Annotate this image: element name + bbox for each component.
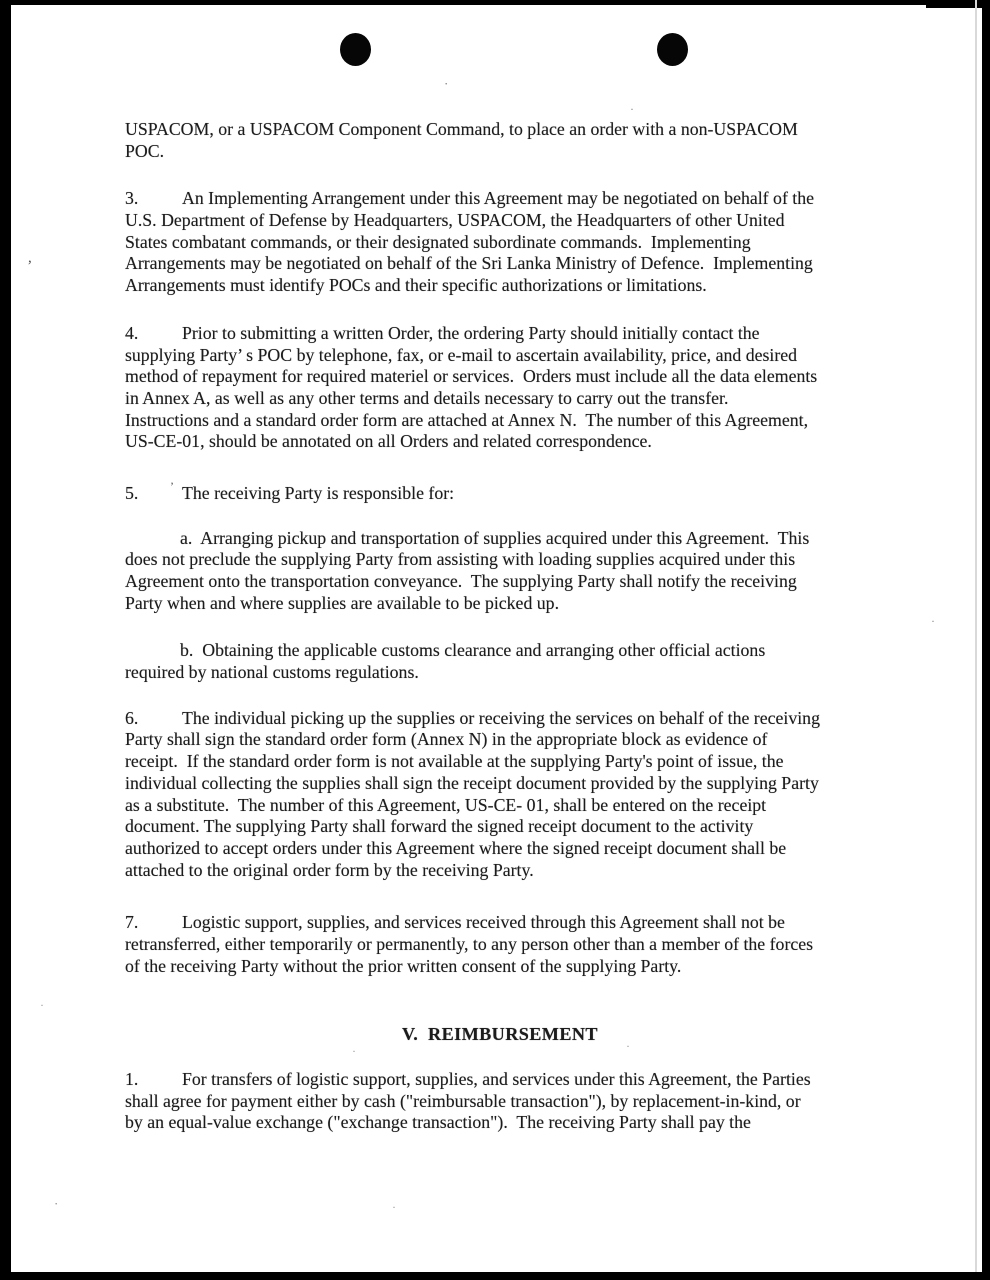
paragraph-4 xyxy=(125,323,875,453)
text-line: Arrangements must identify POCs and their specific authorizations or limitations. xyxy=(125,275,707,296)
paragraph-3 xyxy=(125,188,875,296)
document-content xyxy=(125,0,875,1134)
text-line: Agreement onto the transportation conveyance. The supplying Party shall notify the receiving xyxy=(125,571,797,591)
text-line: method of repayment for required materiel or services. Orders must include all the data elements xyxy=(125,366,818,387)
scan-speck: · xyxy=(40,998,44,1012)
text-line: USPACOM, or a USPACOM Component Command, to place an order with a non-USPACOM xyxy=(125,119,798,139)
paragraph-number: 3. xyxy=(125,188,139,209)
scan-edge-bottom xyxy=(0,1272,990,1280)
scan-speck: · xyxy=(630,102,634,116)
scan-edge-top-right-corner xyxy=(926,0,990,8)
text-line: does not preclude the supplying Party from assisting with loading supplies acquired under this xyxy=(125,549,796,570)
text-line: Prior to submitting a written Order, the ordering Party should initially contact the xyxy=(182,322,760,343)
text-line: in Annex A, as well as any other terms and details necessary to carry out the transfer. xyxy=(125,387,729,408)
text-line: receipt. If the standard order form is not available at the supplying Party's point of issue, the xyxy=(125,751,784,772)
paragraph-reimbursement-1 xyxy=(125,1069,875,1134)
text-line: individual collecting the supplies shall sign the receipt document provided by the supplying Party xyxy=(125,772,819,793)
text-line: shall agree for payment either by cash ("reimbursable transaction"), by replacement-in-kind, or xyxy=(125,1090,801,1111)
text-line: by an equal-value exchange ("exchange transaction"). The receiving Party shall pay the xyxy=(125,1112,751,1133)
text-line: of the receiving Party without the prior written consent of the supplying Party. xyxy=(125,955,682,976)
text-line: as a substitute. The number of this Agreement, US-CE- 01, shall be entered on the receipt xyxy=(125,794,767,815)
scan-speck: · xyxy=(626,1039,630,1053)
text-line: The individual picking up the supplies or receiving the services on behalf of the receiving xyxy=(182,707,820,728)
scan-speck: · xyxy=(392,1200,396,1214)
text-line: attached to the original order form by the receiving Party. xyxy=(125,859,534,880)
paragraph-5b xyxy=(125,640,875,683)
paragraph-7 xyxy=(125,912,875,977)
scan-speck: · xyxy=(54,1196,59,1211)
text-line: Party when and where supplies are available to be picked up. xyxy=(125,592,560,613)
scan-speck: , xyxy=(28,250,32,266)
paragraph-5a xyxy=(125,528,875,615)
text-line: Logistic support, supplies, and services received through this Agreement shall not be xyxy=(182,912,785,933)
scan-speck: · xyxy=(352,1044,356,1058)
text-line: supplying Party’ s POC by telephone, fax, or e-mail to ascertain availability, price, and desired xyxy=(125,344,798,365)
paragraph-number: 7. xyxy=(125,912,139,933)
text-line: Arrangements may be negotiated on behalf of the Sri Lanka Ministry of Defence. Implementing xyxy=(125,253,813,274)
scan-edge-left xyxy=(0,0,11,1280)
text-line: The receiving Party is responsible for: xyxy=(182,482,455,503)
paragraph-number: 1. xyxy=(125,1069,139,1090)
scan-edge-right xyxy=(982,0,990,1280)
text-line: States combatant commands, or their designated subordinate commands. Implementing xyxy=(125,231,751,252)
paragraph-number: 4. xyxy=(125,322,139,343)
text-line: document. The supplying Party shall forward the signed receipt document to the activity xyxy=(125,816,754,837)
text-line: b. Obtaining the applicable customs clearance and arranging other official actions xyxy=(180,640,766,661)
text-line: retransferred, either temporarily or permanently, to any person other than a member of the forces xyxy=(125,933,814,954)
paragraph-5 xyxy=(125,483,875,505)
text-line: authorized to accept orders under this Agreement where the signed receipt document shall be xyxy=(125,837,787,858)
text-line: POC. xyxy=(125,140,165,161)
scan-edge-gray-line xyxy=(975,0,977,1280)
paragraph-number: 5. xyxy=(125,482,139,503)
text-line: For transfers of logistic support, supplies, and services under this Agreement, the Parties xyxy=(182,1069,811,1090)
section-heading-reimbursement: V. REIMBURSEMENT xyxy=(402,1024,598,1045)
text-line: Party shall sign the standard order form (Annex N) in the appropriate block as evidence of xyxy=(125,729,768,750)
text-line: US-CE-01, should be annotated on all Orders and related correspondence. xyxy=(125,431,652,452)
scan-speck: · xyxy=(444,76,449,91)
text-line: U.S. Department of Defense by Headquarters, USPACOM, the Headquarters of other United xyxy=(125,210,785,231)
text-line: a. Arranging pickup and transportation of supplies acquired under this Agreement. This xyxy=(180,527,810,548)
scan-speck: · xyxy=(931,614,935,628)
paragraph-number: 6. xyxy=(125,707,139,728)
paragraph-6 xyxy=(125,708,875,882)
text-line: An Implementing Arrangement under this Agreement may be negotiated on behalf of the xyxy=(182,188,815,209)
text-line: Instructions and a standard order form are attached at Annex N. The number of this Agreement, xyxy=(125,409,809,430)
paragraph-continuation xyxy=(125,119,875,162)
scan-speck: ’ xyxy=(170,479,174,493)
text-line: required by national customs regulations. xyxy=(125,662,419,683)
